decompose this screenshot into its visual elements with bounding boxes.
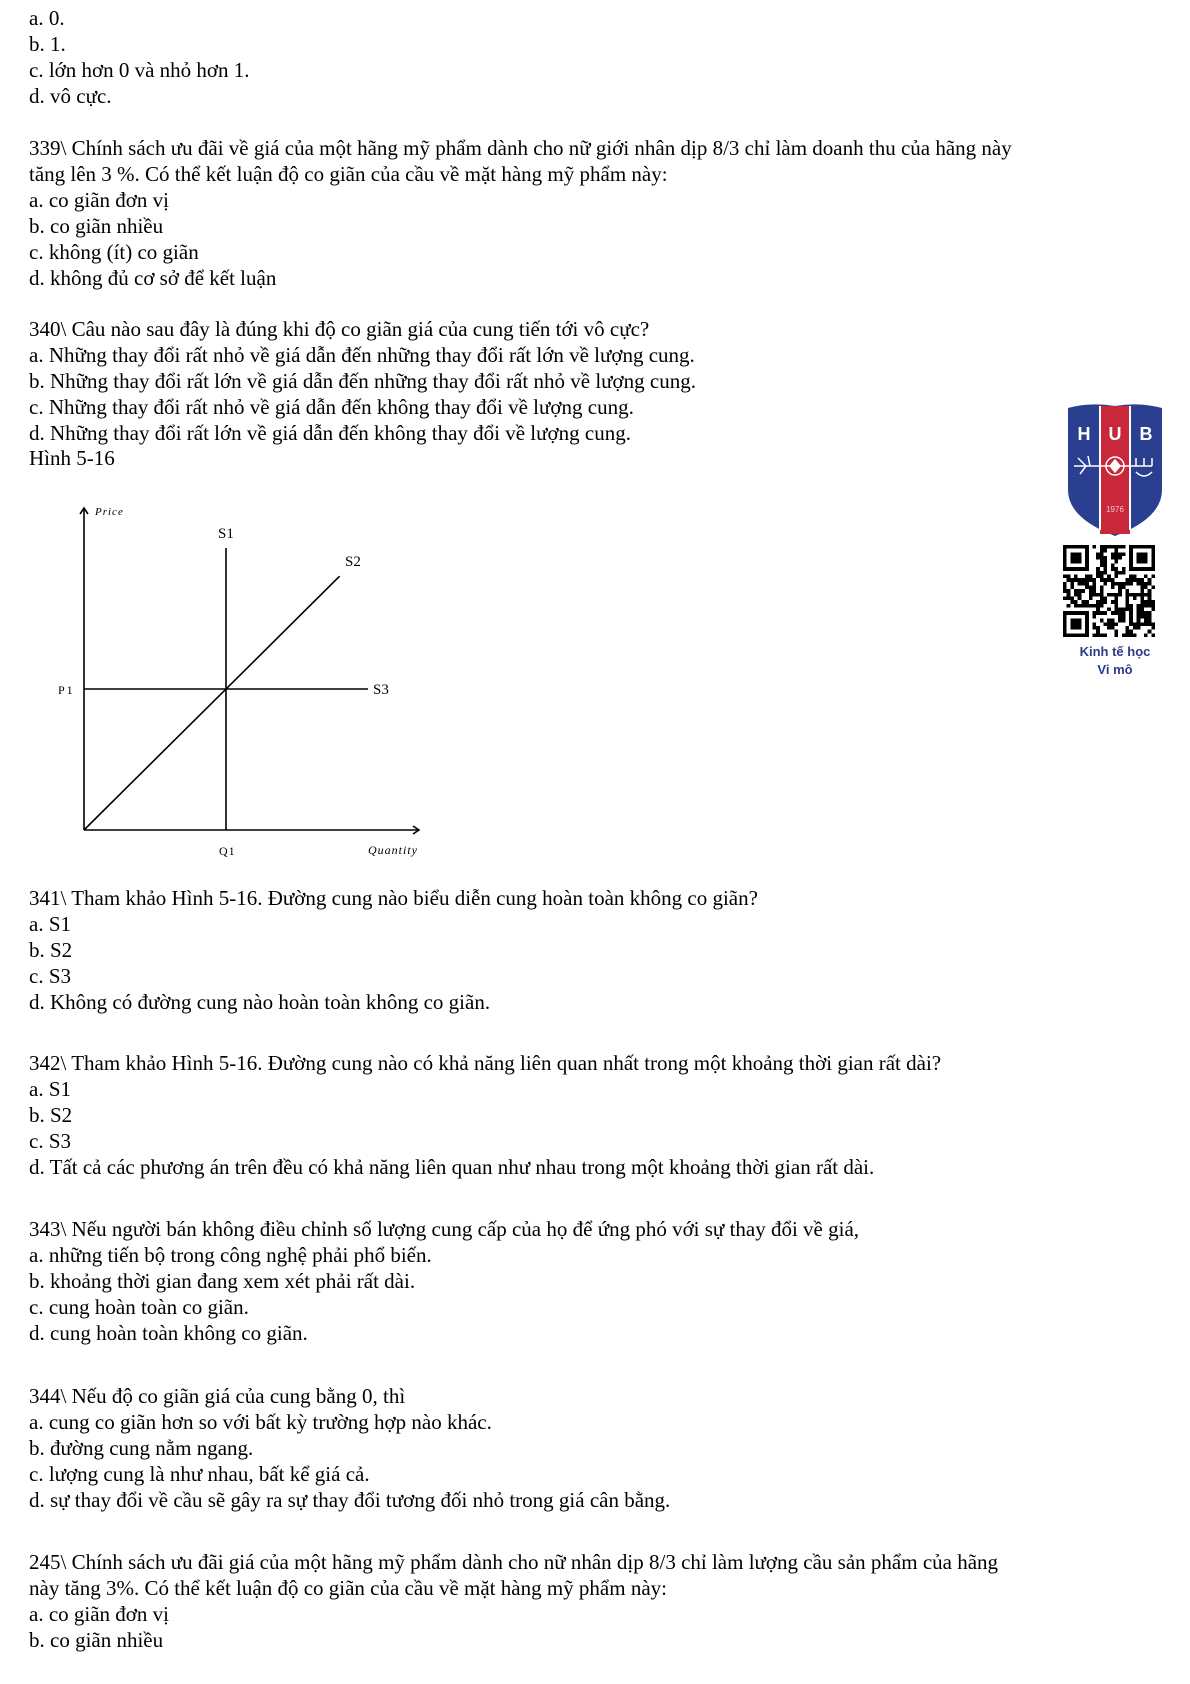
question-245-option-b: b. co giãn nhiều	[29, 1628, 164, 1652]
question-344-stem: 344\ Nếu độ co giãn giá của cung bằng 0, thì	[29, 1384, 406, 1408]
subject-title-line2: Vi mô	[1097, 662, 1133, 677]
qr-finder-pattern	[1129, 545, 1155, 571]
question-340-option-a: a. Những thay đổi rất nhỏ về giá dẫn đến những thay đổi rất lớn về lượng cung.	[29, 343, 695, 367]
subject-title-line1: Kinh tế học	[1079, 644, 1151, 659]
qr-finder-pattern	[1063, 611, 1089, 637]
question-339-option-a: a. co giãn đơn vị	[29, 188, 169, 212]
question-343-option-d: d. cung hoàn toàn không co giãn.	[29, 1321, 308, 1345]
question-340-option-d: d. Những thay đổi rất lớn về giá dẫn đến không thay đổi về lượng cung.	[29, 421, 631, 445]
question-344-option-d: d. sự thay đổi về cầu sẽ gây ra sự thay đổi tương đối nhỏ trong giá cân bằng.	[29, 1488, 671, 1512]
question-343-option-c: c. cung hoàn toàn co giãn.	[29, 1295, 249, 1319]
option-a: a. 0.	[29, 6, 65, 30]
supply-elasticity-chart	[0, 490, 460, 870]
question-340-stem: 340\ Câu nào sau đây là đúng khi độ co giãn giá của cung tiến tới vô cực?	[29, 317, 650, 341]
question-245-stem-cont: này tăng 3%. Có thể kết luận độ co giãn của cầu về mặt hàng mỹ phẩm này:	[29, 1576, 667, 1600]
question-339-option-b: b. co giãn nhiều	[29, 214, 164, 238]
logo-letter-h: H	[1077, 424, 1091, 444]
hub-logo	[1060, 400, 1170, 540]
series-label-s2: S2	[345, 554, 361, 570]
series-label-s3: S3	[373, 682, 389, 698]
question-343-stem: 343\ Nếu người bán không điều chỉnh số lượng cung cấp của họ để ứng phó với sự thay đổi về giá,	[29, 1217, 860, 1241]
question-245-stem: 245\ Chính sách ưu đãi giá của một hãng mỹ phẩm dành cho nữ nhân dịp 8/3 chỉ làm lượng cầu sản phẩm của hãng	[29, 1550, 999, 1574]
option-b: b. 1.	[29, 32, 66, 56]
y-tick-label-p1: P1	[58, 683, 75, 697]
y-axis-label: Price	[95, 506, 124, 518]
question-341-option-a: a. S1	[29, 912, 71, 936]
question-342-option-b: b. S2	[29, 1103, 73, 1127]
series-label-s1: S1	[218, 526, 234, 542]
qr-code	[1063, 545, 1155, 637]
logo-year: 1976	[1106, 505, 1124, 514]
question-343-option-a: a. những tiến bộ trong công nghệ phải phổ biến.	[29, 1243, 432, 1267]
question-340-option-b: b. Những thay đổi rất lớn về giá dẫn đến những thay đổi rất nhỏ về lượng cung.	[29, 369, 696, 393]
question-344-option-c: c. lượng cung là như nhau, bất kể giá cả.	[29, 1462, 370, 1486]
question-343-option-b: b. khoảng thời gian đang xem xét phải rất dài.	[29, 1269, 416, 1293]
option-c: c. lớn hơn 0 và nhỏ hơn 1.	[29, 58, 250, 82]
x-tick-label-q1: Q1	[219, 844, 236, 858]
question-341-option-c: c. S3	[29, 964, 71, 988]
question-245-option-a: a. co giãn đơn vị	[29, 1602, 169, 1626]
logo-letter-u: U	[1108, 424, 1122, 444]
question-344-option-b: b. đường cung nằm ngang.	[29, 1436, 254, 1460]
question-341-stem: 341\ Tham khảo Hình 5-16. Đường cung nào biểu diễn cung hoàn toàn không co giãn?	[29, 886, 758, 910]
qr-finder-pattern	[1063, 545, 1089, 571]
question-339-option-d: d. không đủ cơ sở để kết luận	[29, 266, 277, 290]
question-342-option-d: d. Tất cả các phương án trên đều có khả năng liên quan như nhau trong một khoảng thời gian rất dài.	[29, 1155, 875, 1179]
question-341-option-b: b. S2	[29, 938, 73, 962]
question-339-option-c: c. không (ít) co giãn	[29, 240, 199, 264]
supply-curve-s2	[84, 576, 340, 830]
question-342-option-a: a. S1	[29, 1077, 71, 1101]
question-339-stem: 339\ Chính sách ưu đãi về giá của một hãng mỹ phẩm dành cho nữ giới nhân dịp 8/3 chỉ làm doanh thu của hãng này	[29, 136, 1012, 160]
question-342-stem: 342\ Tham khảo Hình 5-16. Đường cung nào có khả năng liên quan nhất trong một khoảng thời gian rất dài?	[29, 1051, 942, 1075]
option-d: d. vô cực.	[29, 84, 112, 108]
question-344-option-a: a. cung co giãn hơn so với bất kỳ trường hợp nào khác.	[29, 1410, 492, 1434]
question-342-option-c: c. S3	[29, 1129, 71, 1153]
question-341-option-d: d. Không có đường cung nào hoàn toàn không co giãn.	[29, 990, 491, 1014]
figure-caption: Hình 5-16	[29, 446, 115, 470]
question-339-stem-cont: tăng lên 3 %. Có thể kết luận độ co giãn của cầu về mặt hàng mỹ phẩm này:	[29, 162, 668, 186]
question-340-option-c: c. Những thay đổi rất nhỏ về giá dẫn đến không thay đổi về lượng cung.	[29, 395, 634, 419]
logo-letter-b: B	[1139, 424, 1153, 444]
x-axis-label: Quantity	[368, 843, 418, 857]
